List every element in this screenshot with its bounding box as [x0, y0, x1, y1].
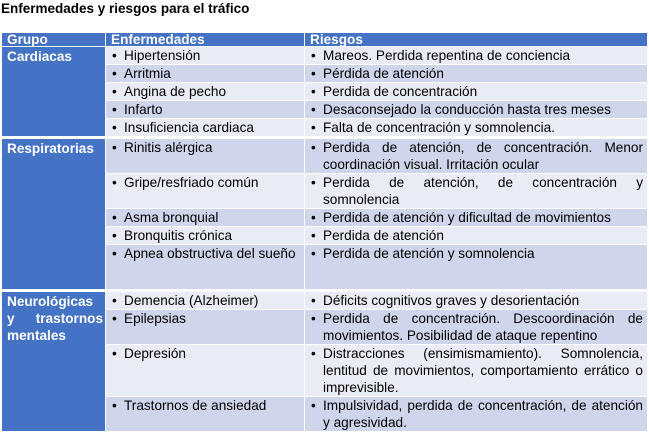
header-group: Grupo — [2, 33, 106, 47]
risk-cell — [305, 174, 648, 209]
risk-cell — [305, 310, 648, 345]
table-header-row — [2, 33, 648, 47]
disease-cell — [106, 345, 305, 397]
disease-item: • Rinitis alérgica — [106, 139, 304, 156]
risk-item: • Falta de concentración y somnolencia. — [305, 119, 647, 136]
disease-cell — [106, 227, 305, 245]
disease-item: • Insuficiencia cardiaca — [106, 119, 304, 136]
risk-item: • Perdida de atención, de concentración y somnolencia — [305, 174, 647, 208]
disease-item: • Trastornos de ansiedad — [106, 397, 304, 414]
risk-item: • Mareos. Perdida repentina de conciencia — [305, 47, 647, 64]
group-name: Cardiacas — [2, 47, 106, 138]
risk-item: • Perdida de atención, de concentración. Menor coordinación visual. Irritación ocular — [305, 139, 647, 173]
risk-item: • Pérdida de atención — [305, 65, 647, 82]
risk-item: • Déficits cognitivos graves y desorientación — [305, 292, 647, 309]
header-risks: Riesgos — [305, 33, 648, 47]
disease-cell — [106, 101, 305, 119]
disease-cell — [106, 209, 305, 227]
disease-cell — [106, 119, 305, 138]
risk-cell — [305, 397, 648, 432]
risk-item: • Distracciones (ensimismamiento). Somnolencia, lentitud de movimientos, comportamiento errático o imprevisible. — [305, 345, 647, 396]
disease-cell — [106, 138, 305, 174]
disease-item: • Infarto — [106, 101, 304, 118]
disease-cell — [106, 310, 305, 345]
table-row — [2, 291, 648, 310]
risk-cell — [305, 138, 648, 174]
risk-cell — [305, 245, 648, 291]
disease-item: • Demencia (Alzheimer) — [106, 292, 304, 309]
disease-cell — [106, 245, 305, 291]
disease-item: • Asma bronquial — [106, 209, 304, 226]
disease-cell — [106, 174, 305, 209]
page-title: Enfermedades y riesgos para el tráfico — [1, 1, 250, 16]
risk-cell — [305, 119, 648, 138]
disease-item: • Angina de pecho — [106, 83, 304, 100]
disease-cell — [106, 83, 305, 101]
disease-cell — [106, 291, 305, 310]
table-row — [2, 47, 648, 65]
risk-cell — [305, 101, 648, 119]
risk-item: • Perdida de concentración — [305, 83, 647, 100]
disease-item: • Hipertensión — [106, 47, 304, 64]
risk-item: • Desaconsejado la conducción hasta tres meses — [305, 101, 647, 118]
group-name: Respiratorias — [2, 138, 106, 291]
diseases-risks-table — [1, 32, 648, 432]
risk-item: • Perdida de atención y somnolencia — [305, 245, 647, 262]
risk-item: • Perdida de atención y dificultad de movimientos — [305, 209, 647, 226]
risk-item: • Impulsividad, perdida de concentración, de atención y agresividad. — [305, 397, 647, 431]
risk-item: • Perdida de concentración. Descoordinación de movimientos. Posibilidad de ataque repentino — [305, 310, 647, 344]
risk-cell — [305, 83, 648, 101]
header-diseases: Enfermedades — [106, 33, 305, 47]
risk-cell — [305, 345, 648, 397]
table-row — [2, 138, 648, 174]
disease-cell — [106, 47, 305, 65]
risk-cell — [305, 209, 648, 227]
risk-cell — [305, 47, 648, 65]
risk-cell — [305, 291, 648, 310]
disease-item: • Epilepsias — [106, 310, 304, 327]
disease-cell — [106, 397, 305, 432]
disease-item: • Bronquitis crónica — [106, 227, 304, 244]
group-name: Neurológicas y trastornos mentales — [2, 291, 106, 432]
disease-item: • Arritmia — [106, 65, 304, 82]
risk-cell — [305, 227, 648, 245]
disease-cell — [106, 65, 305, 83]
risk-cell — [305, 65, 648, 83]
disease-item: • Depresión — [106, 345, 304, 362]
disease-item: • Gripe/resfriado común — [106, 174, 304, 191]
risk-item: • Perdida de atención — [305, 227, 647, 244]
disease-item: • Apnea obstructiva del sueño — [106, 245, 304, 262]
